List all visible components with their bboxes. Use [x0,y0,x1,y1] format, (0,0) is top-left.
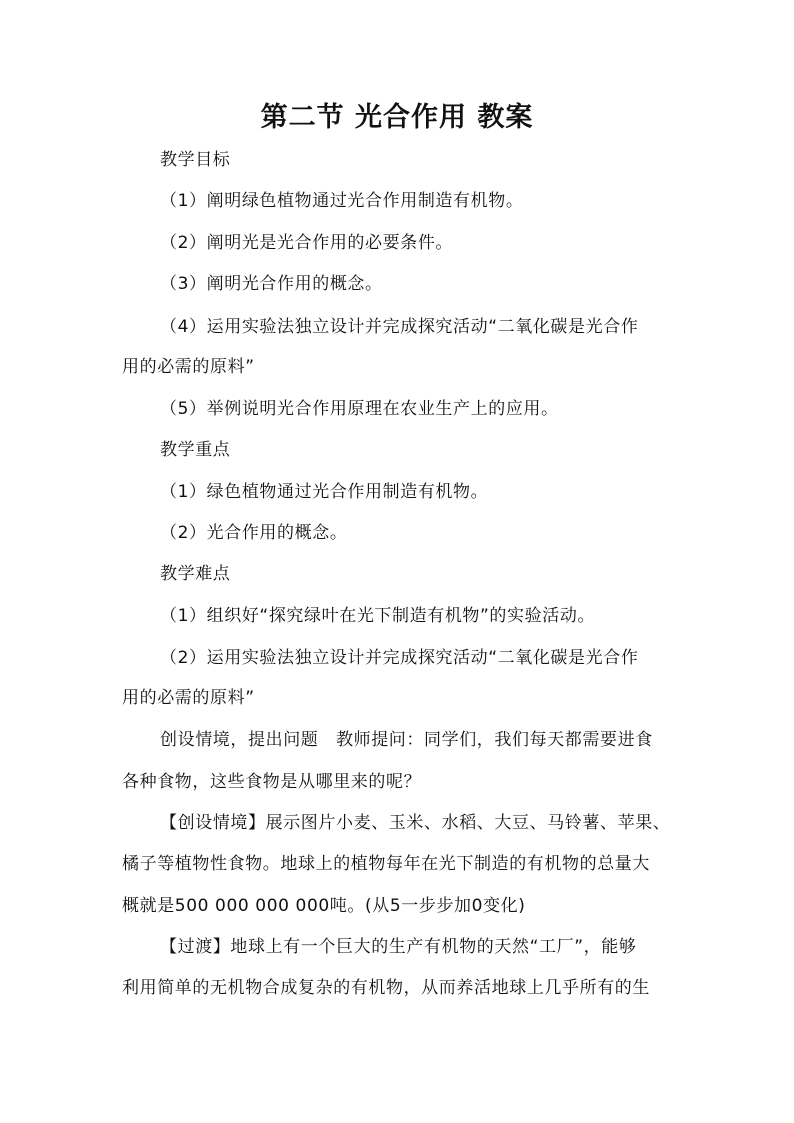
paragraph-intro-cont: 各种食物，这些食物是从哪里来的呢？ [122,772,422,792]
difficulty-item-1: （1）组织好“探究绿叶在光下制造有机物”的实验活动。 [160,606,596,626]
paragraph-scenario-cont-1: 橘子等植物性食物。地球上的植物每年在光下制造的有机物的总量大 [122,854,650,874]
objective-item-1: （1）阐明绿色植物通过光合作用制造有机物。 [160,191,524,211]
key-point-item-2: （2）光合作用的概念。 [160,523,348,543]
objective-item-4: （4）运用实验法独立设计并完成探究活动“二氧化碳是光合作 [160,317,639,337]
section-heading-objectives: 教学目标 [160,150,231,170]
difficulty-item-2-cont: 用的必需的原料” [122,688,255,708]
page-title: 第二节 光合作用 教案 [260,102,534,133]
key-point-item-1: （1）绿色植物通过光合作用制造有机物。 [160,482,489,502]
paragraph-scenario-cont-2: 概就是500 000 000 000吨。(从5一步步加0变化) [122,896,526,916]
objective-item-4-cont: 用的必需的原料” [122,357,255,377]
paragraph-transition: 【过渡】地球上有一个巨大的生产有机物的天然“工厂”，能够 [160,937,637,957]
objective-item-3: （3）阐明光合作用的概念。 [160,274,383,294]
paragraph-intro: 创设情境，提出问题 教师提问：同学们，我们每天都需要进食 [160,730,653,750]
objective-item-2: （2）阐明光是光合作用的必要条件。 [160,233,454,253]
paragraph-transition-cont: 利用简单的无机物合成复杂的有机物，从而养活地球上几乎所有的生 [122,978,650,998]
section-heading-difficulties: 教学难点 [160,564,231,584]
objective-item-5: （5）举例说明光合作用原理在农业生产上的应用。 [160,399,559,419]
difficulty-item-2: （2）运用实验法独立设计并完成探究活动“二氧化碳是光合作 [160,648,639,668]
paragraph-scenario: 【创设情境】展示图片小麦、玉米、水稻、大豆、马铃薯、苹果、 [160,813,671,833]
section-heading-key-points: 教学重点 [160,440,231,460]
